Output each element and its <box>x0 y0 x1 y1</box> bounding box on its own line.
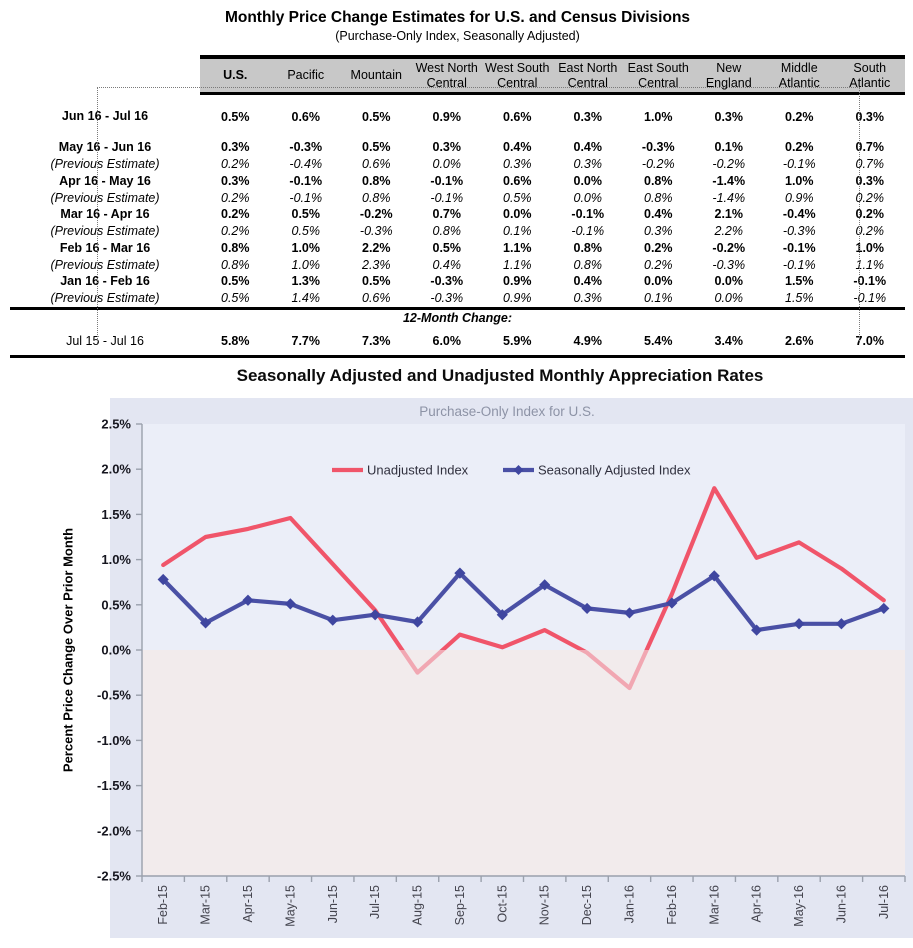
value-cell: 0.3% <box>432 140 461 155</box>
previous-value-cell: -1.4% <box>712 190 746 205</box>
value-cell: 0.4% <box>503 140 532 155</box>
twelve-month-value-cell: 7.7% <box>271 328 342 357</box>
row-label-previous-estimate: (Previous Estimate) <box>50 257 160 272</box>
value-cell: 0.5% <box>221 109 250 124</box>
price-change-table <box>10 55 905 358</box>
value-cell: 0.3% <box>855 173 884 188</box>
value-cell: -0.4% <box>782 207 816 222</box>
previous-value-cell: -0.1% <box>782 257 816 272</box>
previous-value-cell: 0.0% <box>432 157 461 172</box>
value-cell: -0.1% <box>289 173 323 188</box>
x-tick-label: Nov-15 <box>537 885 552 926</box>
column-header: Middle Atlantic <box>764 57 835 94</box>
previous-value-cell: 2.3% <box>362 257 391 272</box>
x-tick-label: Jan-16 <box>622 885 637 924</box>
twelve-month-section-label: 12-Month Change: <box>10 308 905 328</box>
value-cell: 1.0% <box>785 173 814 188</box>
previous-value-cell: -0.3% <box>782 224 816 239</box>
previous-value-cell: 0.8% <box>644 190 673 205</box>
value-cell: 0.8% <box>573 240 602 255</box>
column-header: Pacific <box>271 57 342 94</box>
x-tick-label: Sep-15 <box>452 885 467 926</box>
x-tick-label: May-16 <box>792 885 807 927</box>
value-cell: 0.5% <box>432 240 461 255</box>
x-tick-label: Apr-16 <box>749 885 764 923</box>
previous-value-cell: 1.1% <box>503 257 532 272</box>
previous-value-cell: 0.0% <box>573 190 602 205</box>
value-cell: -0.1% <box>430 173 464 188</box>
y-tick-label: 0.0% <box>101 642 131 658</box>
x-tick-label: Feb-15 <box>156 885 171 925</box>
value-cell: 1.0% <box>644 109 673 124</box>
x-tick-label: Mar-16 <box>707 885 722 925</box>
value-cell: 0.5% <box>362 140 391 155</box>
value-cell: 0.3% <box>221 173 250 188</box>
previous-value-cell: 0.5% <box>291 224 320 239</box>
previous-value-cell: 0.7% <box>855 157 884 172</box>
page-break-line-horizontal <box>97 87 860 88</box>
twelve-month-value-cell: 7.3% <box>341 328 412 357</box>
value-cell: 0.0% <box>573 173 602 188</box>
previous-value-cell: -0.1% <box>782 157 816 172</box>
previous-value-cell: -0.3% <box>430 291 464 306</box>
value-cell: -0.3% <box>430 274 464 289</box>
y-tick-label: -1.0% <box>97 732 131 748</box>
previous-value-cell: -0.1% <box>853 291 887 306</box>
x-tick-label: Mar-15 <box>198 885 213 925</box>
previous-value-cell: 1.0% <box>291 257 320 272</box>
table-corner <box>10 57 200 94</box>
table-title: Monthly Price Change Estimates for U.S. and Census Divisions <box>224 9 691 26</box>
legend-label: Seasonally Adjusted Index <box>538 462 691 478</box>
value-cell: -0.2% <box>712 240 746 255</box>
previous-value-cell: 0.2% <box>644 257 673 272</box>
column-header: East North Central <box>553 57 624 94</box>
value-cell: 0.5% <box>362 109 391 124</box>
previous-value-cell: -0.2% <box>712 157 746 172</box>
row-label-previous-estimate: (Previous Estimate) <box>50 224 160 239</box>
twelve-month-value-cell: 2.6% <box>764 328 835 357</box>
value-cell: 0.4% <box>573 274 602 289</box>
value-cell: 0.0% <box>714 274 743 289</box>
row-label: Mar 16 - Apr 16 <box>60 207 150 222</box>
value-cell: 0.3% <box>855 109 884 124</box>
previous-value-cell: -0.1% <box>289 190 323 205</box>
value-cell: 0.6% <box>291 109 320 124</box>
previous-value-cell: 0.3% <box>644 224 673 239</box>
twelve-month-value-cell: 5.9% <box>482 328 553 357</box>
value-cell: 0.9% <box>503 274 532 289</box>
previous-value-cell: -0.2% <box>641 157 675 172</box>
column-header: West North Central <box>412 57 483 94</box>
previous-value-cell: 2.2% <box>714 224 743 239</box>
value-cell: 0.9% <box>432 109 461 124</box>
value-cell: -0.2% <box>359 207 393 222</box>
y-tick-label: -1.5% <box>97 778 131 794</box>
value-cell: 0.6% <box>503 109 532 124</box>
previous-value-cell: 0.9% <box>503 291 532 306</box>
x-tick-label: Apr-15 <box>240 885 255 923</box>
value-cell: 2.1% <box>714 207 743 222</box>
x-tick-label: Jun-16 <box>834 885 849 924</box>
value-cell: 0.6% <box>503 173 532 188</box>
previous-value-cell: 0.2% <box>221 157 250 172</box>
value-cell: 0.5% <box>291 207 320 222</box>
y-tick-label: -2.5% <box>97 868 131 884</box>
legend-label: Unadjusted Index <box>367 462 469 478</box>
y-tick-label: -0.5% <box>97 687 131 703</box>
previous-value-cell: 0.8% <box>362 190 391 205</box>
previous-value-cell: -0.3% <box>359 224 393 239</box>
page-break-line-left <box>97 87 98 343</box>
value-cell: 1.0% <box>291 240 320 255</box>
y-tick-label: -2.0% <box>97 823 131 839</box>
x-tick-label: Feb-16 <box>664 885 679 925</box>
column-header: South Atlantic <box>835 57 906 94</box>
column-header: Mountain <box>341 57 412 94</box>
value-cell: 0.1% <box>714 140 743 155</box>
value-cell: 0.2% <box>785 109 814 124</box>
row-label: Jan 16 - Feb 16 <box>60 274 150 289</box>
row-label-twelve-month: Jul 15 - Jul 16 <box>10 328 200 357</box>
twelve-month-value-cell: 6.0% <box>412 328 483 357</box>
previous-value-cell: -0.1% <box>571 224 605 239</box>
previous-value-cell: 0.0% <box>714 291 743 306</box>
previous-value-cell: 0.3% <box>573 291 602 306</box>
value-cell: 0.4% <box>573 140 602 155</box>
previous-value-cell: 1.5% <box>785 291 814 306</box>
value-cell: -0.3% <box>641 140 675 155</box>
previous-value-cell: 0.3% <box>573 157 602 172</box>
previous-value-cell: 0.5% <box>503 190 532 205</box>
value-cell: 2.2% <box>362 240 391 255</box>
value-cell: 0.4% <box>644 207 673 222</box>
previous-value-cell: -0.4% <box>289 157 323 172</box>
twelve-month-value-cell: 4.9% <box>553 328 624 357</box>
appreciation-rates-chart <box>0 358 913 948</box>
y-tick-label: 1.5% <box>101 506 131 522</box>
previous-value-cell: 0.2% <box>855 224 884 239</box>
page-break-line-right <box>859 87 860 343</box>
value-cell: 0.5% <box>221 274 250 289</box>
value-cell: 0.3% <box>573 109 602 124</box>
previous-value-cell: 0.8% <box>221 257 250 272</box>
y-axis-title <box>61 528 76 772</box>
negative-region-overlay <box>142 650 905 876</box>
column-header: West South Central <box>482 57 553 94</box>
x-tick-label: May-15 <box>283 885 298 927</box>
previous-value-cell: 0.6% <box>362 291 391 306</box>
value-cell: -0.1% <box>853 274 887 289</box>
x-tick-label: Jun-15 <box>325 885 340 924</box>
row-label-previous-estimate: (Previous Estimate) <box>50 291 160 306</box>
previous-value-cell: 1.1% <box>855 257 884 272</box>
value-cell: 0.2% <box>855 207 884 222</box>
value-cell: 0.8% <box>221 240 250 255</box>
value-cell: 0.7% <box>855 140 884 155</box>
twelve-month-value-cell: 3.4% <box>694 328 765 357</box>
value-cell: 0.8% <box>362 173 391 188</box>
previous-value-cell: 0.5% <box>221 291 250 306</box>
value-cell: 1.5% <box>785 274 814 289</box>
previous-value-cell: 0.1% <box>644 291 673 306</box>
x-tick-label: Jul-15 <box>368 885 383 920</box>
y-tick-label: 1.0% <box>101 552 131 568</box>
chart-title: Seasonally Adjusted and Unadjusted Monthly Appreciation Rates <box>236 366 764 385</box>
row-label-previous-estimate: (Previous Estimate) <box>50 190 160 205</box>
table-subtitle: (Purchase-Only Index, Seasonally Adjusted) <box>335 29 580 43</box>
previous-value-cell: -0.3% <box>712 257 746 272</box>
previous-value-cell: 0.2% <box>855 190 884 205</box>
x-tick-label: Dec-15 <box>580 885 595 926</box>
column-header: New England <box>694 57 765 94</box>
value-cell: 0.8% <box>644 173 673 188</box>
chart-subtitle: Purchase-Only Index for U.S. <box>419 404 595 419</box>
value-cell: -0.3% <box>289 140 323 155</box>
row-label: Apr 16 - May 16 <box>59 173 151 188</box>
row-label-current: Jun 16 - Jul 16 <box>61 109 149 124</box>
previous-value-cell: 0.3% <box>503 157 532 172</box>
row-label-previous-estimate: (Previous Estimate) <box>50 157 160 172</box>
previous-value-cell: -0.1% <box>430 190 464 205</box>
y-tick-label: 2.0% <box>101 461 131 477</box>
previous-value-cell: 1.4% <box>291 291 320 306</box>
previous-value-cell: 0.2% <box>221 224 250 239</box>
svg-text:Percent Price Change Over Prio: Percent Price Change Over Prior Month <box>60 527 76 773</box>
previous-value-cell: 0.4% <box>432 257 461 272</box>
previous-value-cell: 0.9% <box>785 190 814 205</box>
value-cell: -0.1% <box>571 207 605 222</box>
row-label: May 16 - Jun 16 <box>58 140 152 155</box>
value-cell: 0.0% <box>644 274 673 289</box>
value-cell: 1.1% <box>503 240 532 255</box>
value-cell: -1.4% <box>712 173 746 188</box>
previous-value-cell: 0.6% <box>362 157 391 172</box>
twelve-month-value-cell: 7.0% <box>835 328 906 357</box>
twelve-month-value-cell: 5.4% <box>623 328 694 357</box>
previous-value-cell: 0.8% <box>432 224 461 239</box>
twelve-month-value-cell: 5.8% <box>200 328 271 357</box>
x-tick-label: Oct-15 <box>495 885 510 923</box>
y-tick-label: 0.5% <box>101 597 131 613</box>
x-tick-label: Jul-16 <box>876 885 891 920</box>
x-tick-label: Aug-15 <box>410 885 425 926</box>
column-header: East South Central <box>623 57 694 94</box>
value-cell: 0.5% <box>362 274 391 289</box>
value-cell: 0.2% <box>785 140 814 155</box>
value-cell: 1.0% <box>855 240 884 255</box>
previous-value-cell: 0.1% <box>503 224 532 239</box>
previous-value-cell: 0.2% <box>221 190 250 205</box>
previous-value-cell: 0.8% <box>573 257 602 272</box>
row-label: Feb 16 - Mar 16 <box>59 240 151 255</box>
value-cell: 1.3% <box>291 274 320 289</box>
value-cell: 0.7% <box>432 207 461 222</box>
value-cell: 0.2% <box>221 207 250 222</box>
value-cell: 0.3% <box>221 140 250 155</box>
value-cell: 0.2% <box>644 240 673 255</box>
value-cell: -0.1% <box>782 240 816 255</box>
y-tick-label: 2.5% <box>101 416 131 432</box>
column-header: U.S. <box>200 57 271 94</box>
value-cell: 0.3% <box>714 109 743 124</box>
value-cell: 0.0% <box>503 207 532 222</box>
